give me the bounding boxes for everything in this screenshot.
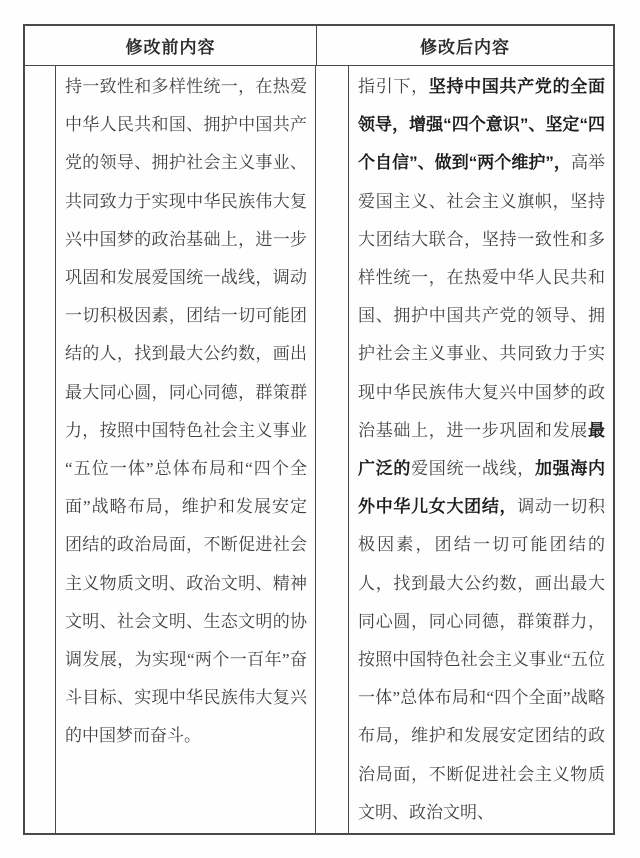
- before-content-paragraph: 持一致性和多样性统一，在热爱中华人民共和国、拥护中国共产党的领导、拥护社会主义事业、共同致力于实现中华民族伟大复兴中国梦的政治基础上，进一步巩固和发展爱国统一战线，调动一切积极因素，团结一切可能团结的人，找到最大公约数，画出最大同心圆，同心同德，群策群力，按照中国特色社会主义事业“五位一体”总体布局和“四个全面”战略布局，维护和发展安定团结的政治局面，不断促进社会主义物质文明、政治文明、精神文明、社会文明、生态文明的协调发展，为实现“两个一百年”奋斗目标、实现中华民族伟大复兴的中国梦而奋斗。: [65, 77, 307, 746]
- after-margin-cell: [316, 66, 349, 833]
- after-content-cell: [349, 66, 613, 833]
- after-content-paragraph: 指引下，坚持中国共产党的全面领导，增强“四个意识”、坚定“四个自信”、做到“两个维护”，高举爱国主义、社会主义旗帜，坚持大团结大联合，坚持一致性和多样性统一，在热爱中华人民共和国、拥护中国共产党的领导、拥护社会主义事业、共同致力于实现中华民族伟大复兴中国梦的政治基础上，进一步巩固和发展最广泛的爱国统一战线，加强海内外中华儿女大团结，调动一切积极因素，团结一切可能团结的人，找到最大公约数，画出最大同心圆，同心同德，群策群力，按照中国特色社会主义事业“五位一体”总体布局和“四个全面”战略布局，维护和发展安定团结的政治局面，不断促进社会主义物质文明、政治文明、: [358, 77, 606, 822]
- header-cell-after-content: 修改后内容: [420, 38, 510, 57]
- header-cell-before-content: 修改前内容: [25, 26, 317, 65]
- table-body-row: [25, 66, 613, 833]
- before-content-cell: [56, 66, 316, 833]
- before-margin-cell: [25, 66, 56, 833]
- table-header-row: [25, 26, 613, 66]
- revision-comparison-table: [23, 24, 615, 835]
